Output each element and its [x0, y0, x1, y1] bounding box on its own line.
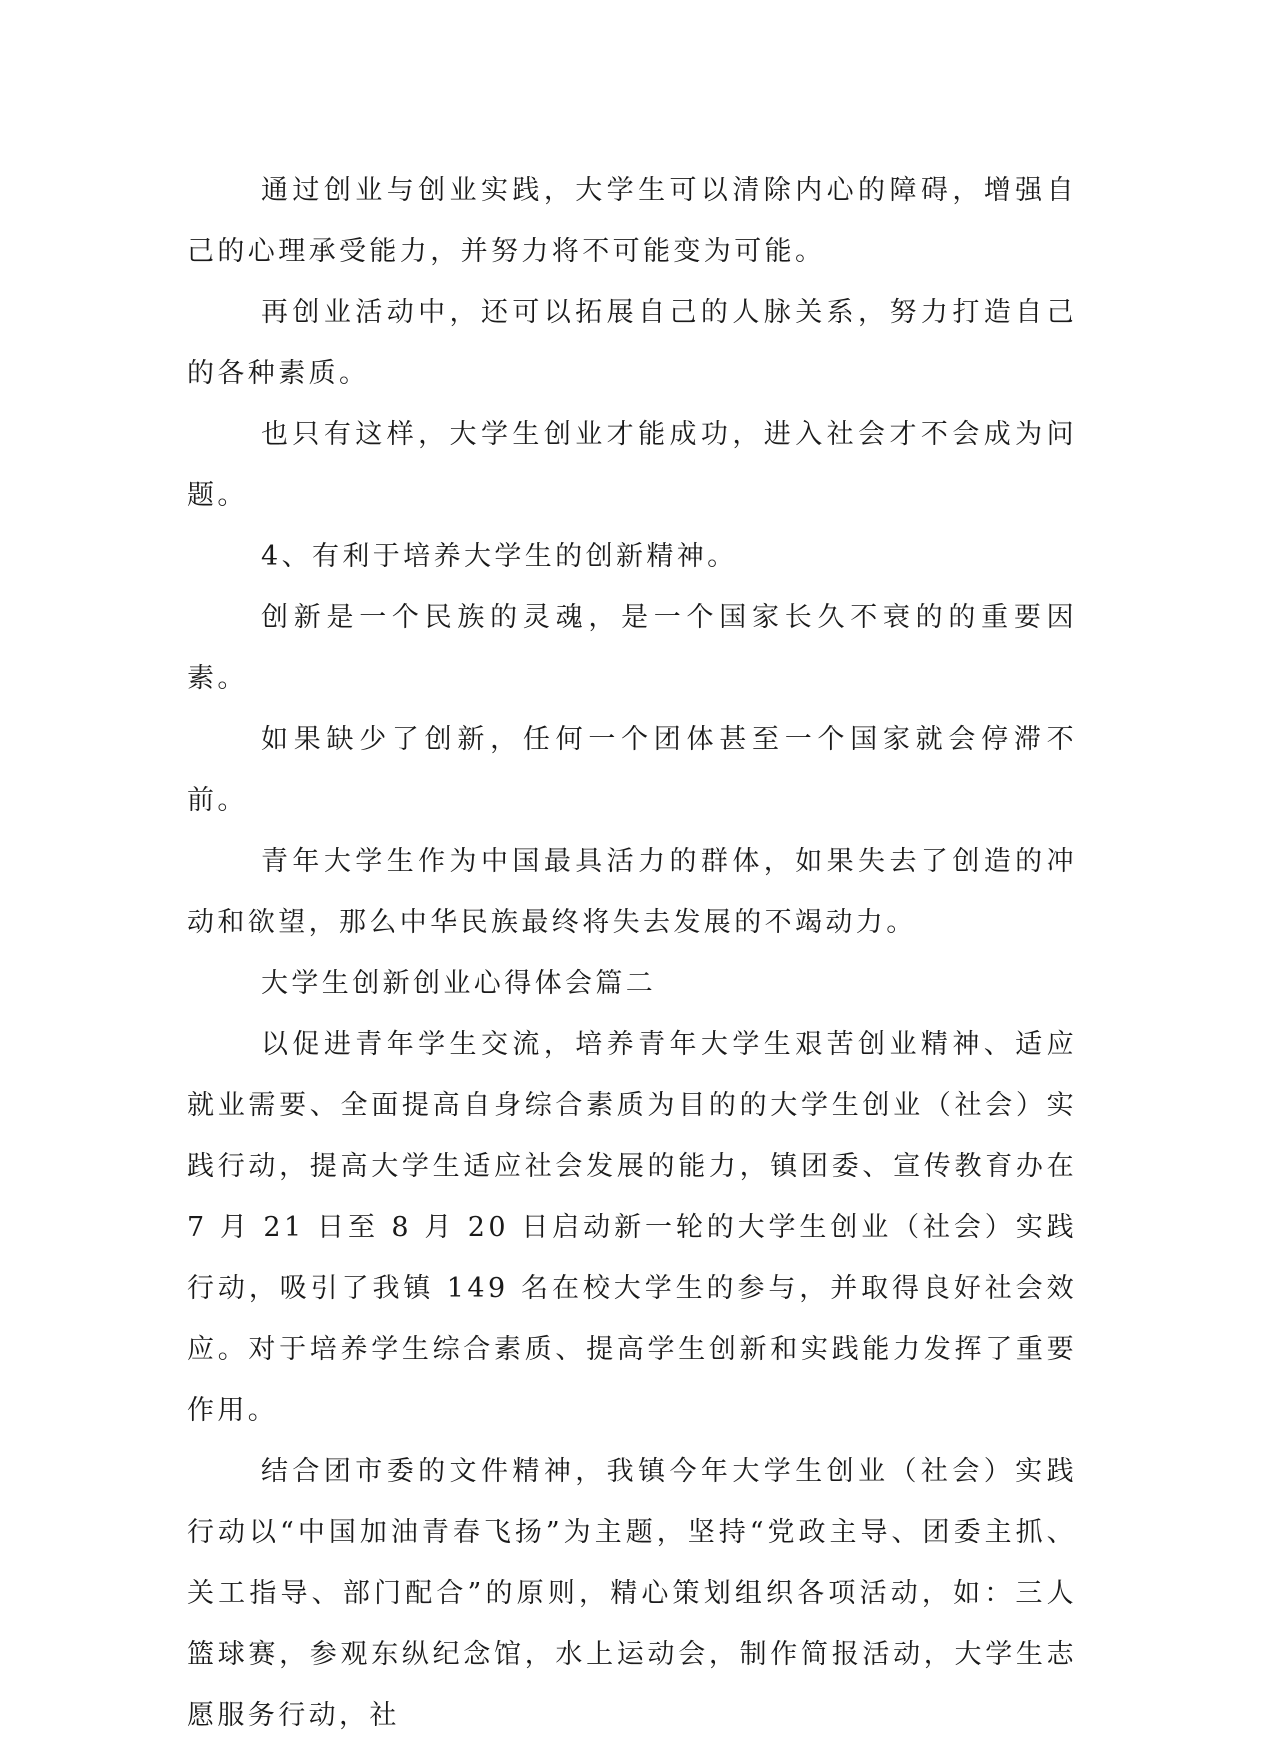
paragraph-5: 创新是一个民族的灵魂，是一个国家长久不衰的的重要因素。	[187, 602, 1077, 694]
section-heading: 大学生创新创业心得体会篇二	[261, 968, 657, 999]
paragraph-1: 通过创业与创业实践，大学生可以清除内心的障碍，增强自己的心理承受能力，并努力将不可能变为可能。	[187, 175, 1077, 267]
paragraph-4-point: 4、有利于培养大学生的创新精神。	[261, 541, 738, 572]
document-body	[187, 160, 1077, 1746]
paragraph-7: 青年大学生作为中国最具活力的群体，如果失去了创造的冲动和欲望，那么中华民族最终将失去发展的不竭动力。	[187, 846, 1077, 938]
paragraph-6: 如果缺少了创新，任何一个团体甚至一个国家就会停滞不前。	[187, 724, 1077, 816]
paragraph-2: 再创业活动中，还可以拓展自己的人脉关系，努力打造自己的各种素质。	[187, 297, 1077, 389]
paragraph-10: 结合团市委的文件精神，我镇今年大学生创业（社会）实践行动以“中国加油青春飞扬”为主题，坚持“党政主导、团委主抓、关工指导、部门配合”的原则，精心策划组织各项活动，如：三人篮球赛，参观东纵纪念馆，水上运动会，制作简报活动，大学生志愿服务行动，社	[187, 1456, 1077, 1731]
paragraph-9: 以促进青年学生交流，培养青年大学生艰苦创业精神、适应就业需要、全面提高自身综合素质为目的的大学生创业（社会）实践行动，提高大学生适应社会发展的能力，镇团委、宣传教育办在 7 月 21 日至 8 月 20 日启动新一轮的大学生创业（社会）实践行动，吸引了我镇 149 名在校大学生的参与，并取得良好社会效应。对于培养学生综合素质、提高学生创新和实践能力发挥了重要作用。	[187, 1029, 1077, 1426]
paragraph-3: 也只有这样，大学生创业才能成功，进入社会才不会成为问题。	[187, 419, 1077, 511]
